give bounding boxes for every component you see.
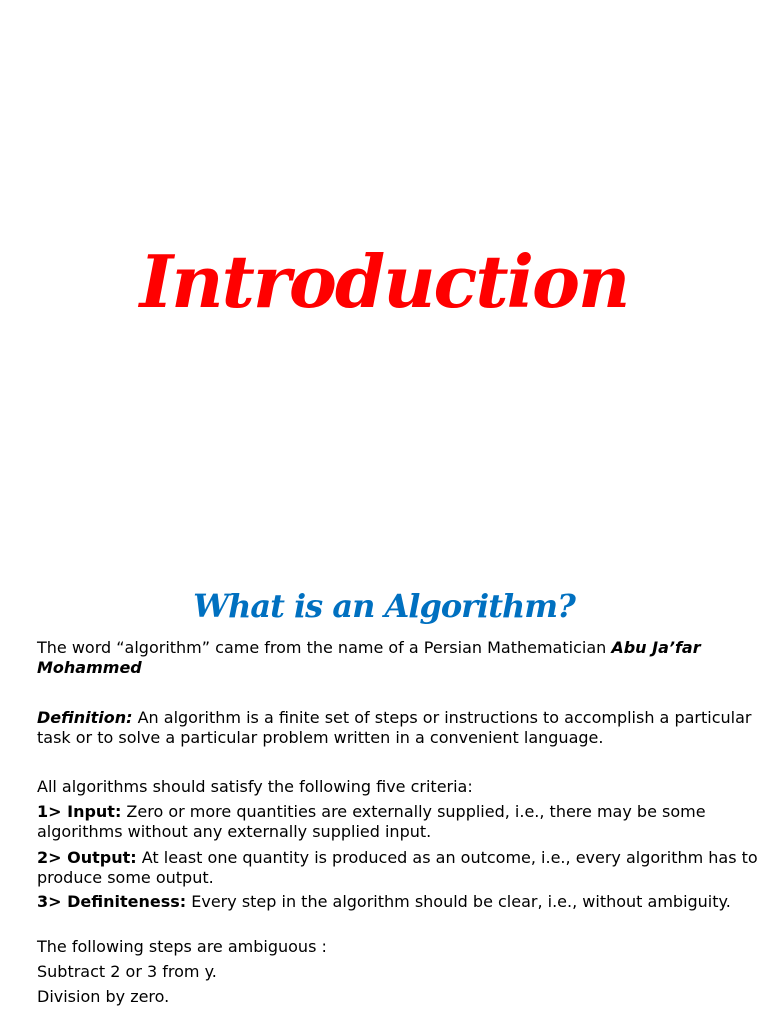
criterion-input (37, 802, 762, 842)
definition-text: An algorithm is a finite set of steps or instructions to accomplish a particular task or to solve a particular problem written in a convenient language. (37, 708, 752, 747)
definition-label: Definition: (37, 708, 133, 727)
origin-text: The word “algorithm” came from the name of a Persian Mathematician (37, 638, 612, 657)
criterion-text: At least one quantity is produced as an outcome, i.e., every algorithm has to produce some output. (37, 848, 758, 887)
criterion-text: Zero or more quantities are externally supplied, i.e., there may be some algorithms without any externally supplied input. (37, 802, 706, 841)
section-heading: What is an Algorithm? (193, 587, 575, 625)
criterion-text: Every step in the algorithm should be clear, i.e., without ambiguity. (186, 892, 731, 911)
criterion-definiteness (37, 892, 762, 912)
origin-paragraph (37, 638, 762, 678)
example-item: Subtract 2 or 3 from y. (37, 962, 217, 981)
mathematician-name: Abu Ja’far Mohammed (37, 638, 701, 677)
criterion-label: 2> Output: (37, 848, 137, 867)
page-title: Introduction (139, 239, 629, 324)
criterion-label: 3> Definiteness: (37, 892, 187, 911)
definition-paragraph (37, 708, 762, 748)
criteria-intro: All algorithms should satisfy the following five criteria: (37, 777, 473, 796)
ambiguous-intro: The following steps are ambiguous : (37, 937, 327, 956)
example-item: Division by zero. (37, 987, 170, 1006)
criterion-output (37, 848, 762, 888)
criterion-label: 1> Input: (37, 802, 122, 821)
